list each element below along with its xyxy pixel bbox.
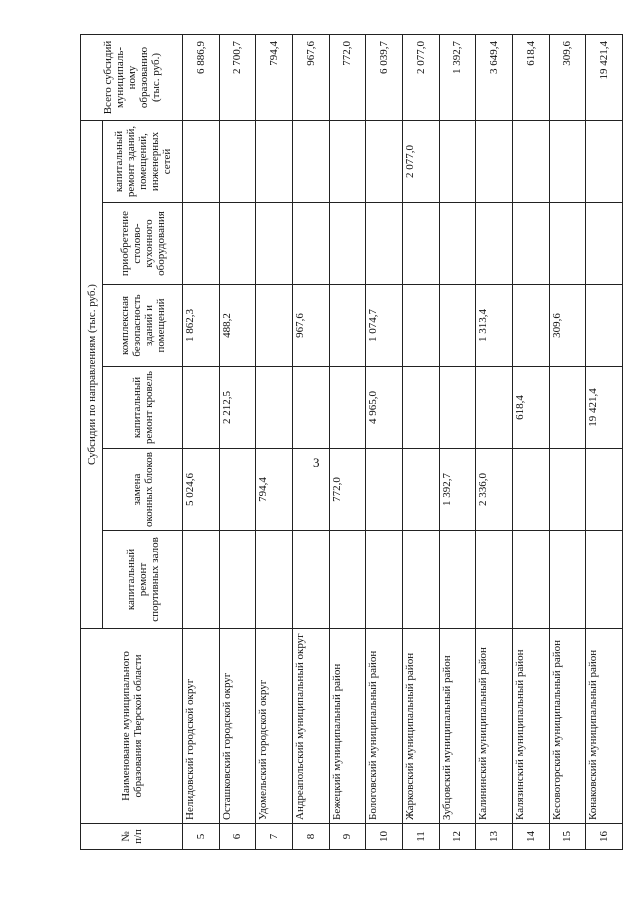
cell-total: 1 392,7	[439, 35, 476, 121]
cell-roofs	[329, 367, 366, 449]
cell-kitchen	[219, 203, 256, 285]
header-group: Субсидии по направлениям (тыс. руб.)	[81, 121, 103, 629]
cell-windows	[366, 449, 403, 531]
table-row	[476, 35, 513, 850]
table-row	[512, 35, 549, 850]
cell-buildings: 2 077,0	[402, 121, 439, 203]
cell-roofs	[183, 367, 220, 449]
cell-roofs: 618,4	[512, 367, 549, 449]
row-name: Бежецкий муниципальный район	[329, 629, 366, 824]
cell-kitchen	[256, 203, 293, 285]
cell-buildings	[219, 121, 256, 203]
cell-buildings	[439, 121, 476, 203]
table-row	[183, 35, 220, 850]
cell-total: 618,4	[512, 35, 549, 121]
page-number: 3	[313, 455, 320, 470]
cell-buildings	[329, 121, 366, 203]
cell-total: 772,0	[329, 35, 366, 121]
cell-sports-halls	[439, 531, 476, 629]
cell-sports-halls	[402, 531, 439, 629]
table-row	[292, 35, 329, 850]
cell-windows	[292, 449, 329, 531]
cell-total: 967,6	[292, 35, 329, 121]
cell-sports-halls	[219, 531, 256, 629]
row-name: Андреапольский муниципальный округ	[292, 629, 329, 824]
cell-kitchen	[329, 203, 366, 285]
row-num: 16	[586, 824, 623, 850]
row-name: Жарковский муниципальный район	[402, 629, 439, 824]
cell-roofs: 19 421,4	[586, 367, 623, 449]
cell-windows	[512, 449, 549, 531]
subsidy-table	[80, 34, 623, 850]
cell-windows	[219, 449, 256, 531]
cell-safety: 1 862,3	[183, 285, 220, 367]
cell-safety	[512, 285, 549, 367]
cell-roofs	[402, 367, 439, 449]
cell-windows	[549, 449, 586, 531]
cell-windows: 2 336,0	[476, 449, 513, 531]
cell-sports-halls	[329, 531, 366, 629]
cell-safety	[586, 285, 623, 367]
row-name: Удомельский городской округ	[256, 629, 293, 824]
cell-safety: 1 313,4	[476, 285, 513, 367]
cell-windows	[402, 449, 439, 531]
cell-total: 19 421,4	[586, 35, 623, 121]
header-buildings: капитальный ремонт зданий, помещений, инженерных сетей	[103, 121, 183, 203]
header-total: Всего субсидий муниципаль-ному образованию (тыс. руб.)	[81, 35, 183, 121]
row-name: Бологовский муниципальный район	[366, 629, 403, 824]
header-kitchen: приобретение столово-кухонного оборудования	[103, 203, 183, 285]
cell-kitchen	[402, 203, 439, 285]
cell-safety	[329, 285, 366, 367]
table-row	[586, 35, 623, 850]
cell-sports-halls	[292, 531, 329, 629]
cell-total: 3 649,4	[476, 35, 513, 121]
cell-safety: 1 074,7	[366, 285, 403, 367]
table-row	[219, 35, 256, 850]
cell-safety	[256, 285, 293, 367]
rotated-table-container	[80, 35, 623, 850]
cell-buildings	[476, 121, 513, 203]
cell-sports-halls	[586, 531, 623, 629]
cell-buildings	[183, 121, 220, 203]
cell-buildings	[366, 121, 403, 203]
row-num: 8	[292, 824, 329, 850]
cell-safety: 309,6	[549, 285, 586, 367]
header-roofs: капитальный ремонт кровель	[103, 367, 183, 449]
cell-kitchen	[366, 203, 403, 285]
cell-total: 2 077,0	[402, 35, 439, 121]
cell-windows: 772,0	[329, 449, 366, 531]
table-row	[549, 35, 586, 850]
cell-roofs: 4 965,0	[366, 367, 403, 449]
row-num: 11	[402, 824, 439, 850]
cell-buildings	[586, 121, 623, 203]
cell-kitchen	[549, 203, 586, 285]
cell-kitchen	[292, 203, 329, 285]
cell-sports-halls	[256, 531, 293, 629]
row-num: 12	[439, 824, 476, 850]
cell-windows: 794,4	[256, 449, 293, 531]
row-num: 14	[512, 824, 549, 850]
row-name: Нелидовский городской округ	[183, 629, 220, 824]
cell-total: 2 700,7	[219, 35, 256, 121]
row-name: Конаковский муниципальный район	[586, 629, 623, 824]
cell-sports-halls	[183, 531, 220, 629]
header-sports-halls: капитальный ремонт спортивных залов	[103, 531, 183, 629]
row-name: Калининский муниципальный район	[476, 629, 513, 824]
header-safety: комплексная безопасность зданий и помещений	[103, 285, 183, 367]
cell-roofs: 2 212,5	[219, 367, 256, 449]
cell-buildings	[292, 121, 329, 203]
cell-sports-halls	[549, 531, 586, 629]
cell-safety: 967,6	[292, 285, 329, 367]
row-num: 13	[476, 824, 513, 850]
header-num: № п/п	[81, 824, 183, 850]
cell-sports-halls	[476, 531, 513, 629]
cell-kitchen	[586, 203, 623, 285]
row-name: Осташковский городской округ	[219, 629, 256, 824]
cell-roofs	[292, 367, 329, 449]
header-windows: замена оконных блоков	[103, 449, 183, 531]
cell-sports-halls	[366, 531, 403, 629]
row-num: 6	[219, 824, 256, 850]
cell-roofs	[476, 367, 513, 449]
cell-total: 6 039,7	[366, 35, 403, 121]
row-name: Зубцовский муниципальный район	[439, 629, 476, 824]
row-name: Калязинский муниципальный район	[512, 629, 549, 824]
cell-total: 6 886,9	[183, 35, 220, 121]
table-row	[366, 35, 403, 850]
cell-sports-halls	[512, 531, 549, 629]
cell-windows	[586, 449, 623, 531]
cell-buildings	[512, 121, 549, 203]
cell-roofs	[549, 367, 586, 449]
cell-kitchen	[512, 203, 549, 285]
table-row	[329, 35, 366, 850]
row-num: 10	[366, 824, 403, 850]
cell-kitchen	[439, 203, 476, 285]
cell-buildings	[256, 121, 293, 203]
row-name: Кесовогорский муниципальный район	[549, 629, 586, 824]
table-row	[402, 35, 439, 850]
row-num: 7	[256, 824, 293, 850]
header-name: Наименование муниципального образования Тверской области	[81, 629, 183, 824]
cell-total: 794,4	[256, 35, 293, 121]
cell-kitchen	[183, 203, 220, 285]
cell-roofs	[439, 367, 476, 449]
cell-total: 309,6	[549, 35, 586, 121]
cell-kitchen	[476, 203, 513, 285]
cell-roofs	[256, 367, 293, 449]
row-num: 15	[549, 824, 586, 850]
cell-safety: 488,2	[219, 285, 256, 367]
cell-windows: 1 392,7	[439, 449, 476, 531]
table-row	[256, 35, 293, 850]
table-row	[439, 35, 476, 850]
row-num: 9	[329, 824, 366, 850]
cell-safety	[439, 285, 476, 367]
row-num: 5	[183, 824, 220, 850]
cell-windows: 5 024,6	[183, 449, 220, 531]
cell-safety	[402, 285, 439, 367]
cell-buildings	[549, 121, 586, 203]
